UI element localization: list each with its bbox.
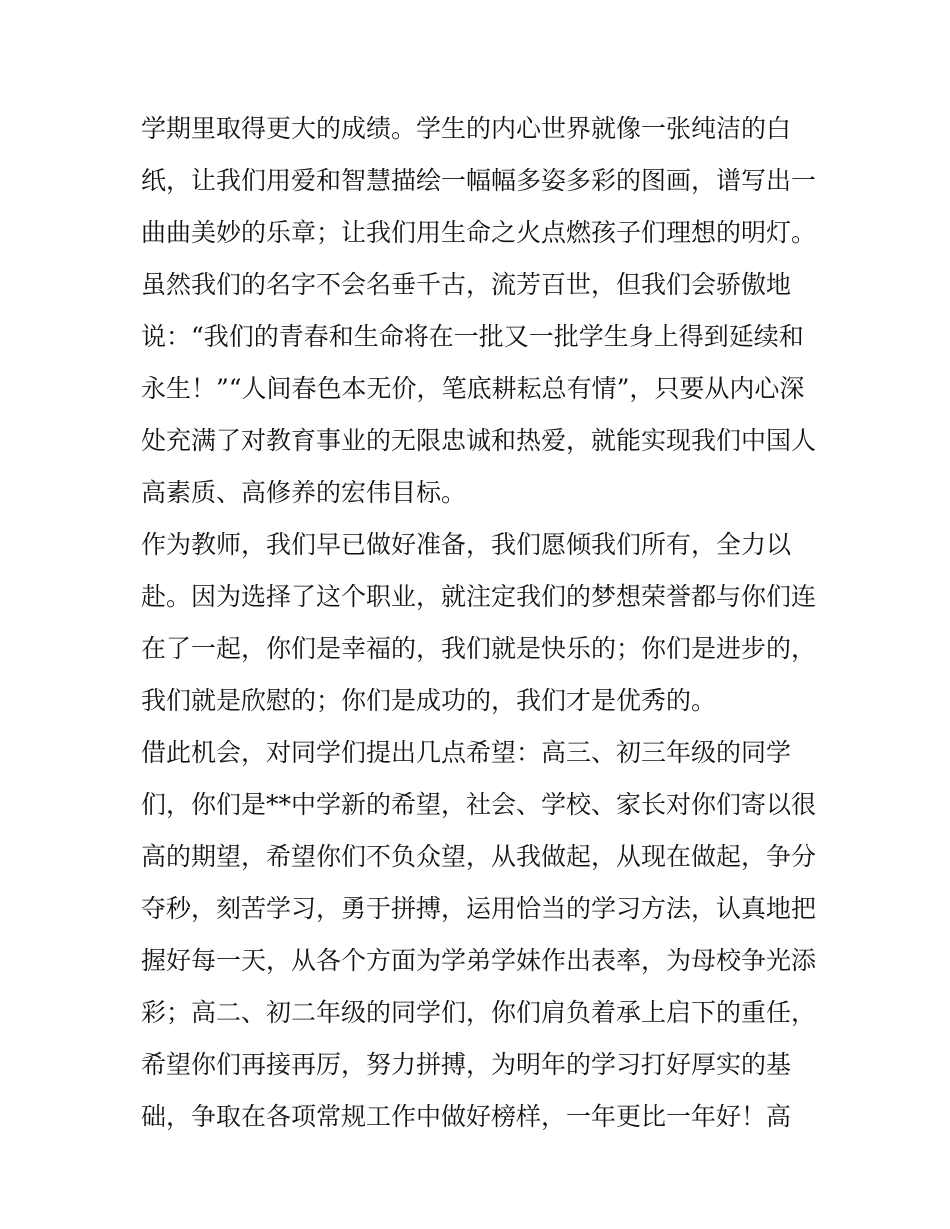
- text-line: 夺秒，刻苦学习，勇于拼搏，运用恰当的学习方法，认真地把: [141, 894, 817, 923]
- text-line: 永生！”“人间春色本无价，笔底耕耘总有情”，只要从内心深: [141, 374, 805, 403]
- text-line: 在了一起，你们是幸福的，我们就是快乐的；你们是进步的，: [141, 634, 817, 663]
- text-line: 我们就是欣慰的；你们是成功的，我们才是优秀的。: [141, 686, 717, 715]
- text-line: 高的期望，希望你们不负众望，从我做起，从现在做起，争分: [141, 842, 817, 871]
- text-line: 借此机会，对同学们提出几点希望：高三、初三年级的同学: [141, 738, 792, 767]
- text-line: 握好每一天，从各个方面为学弟学妹作出表率，为母校争光添: [141, 946, 817, 975]
- text-line: 赴。因为选择了这个职业，就注定我们的梦想荣誉都与你们连: [141, 582, 817, 611]
- text-line: 希望你们再接再厉，努力拼搏，为明年的学习打好厚实的基: [141, 1050, 792, 1079]
- text-line: 说：“我们的青春和生命将在一批又一批学生身上得到延续和: [141, 322, 804, 351]
- text-line: 作为教师，我们早已做好准备，我们愿倾我们所有，全力以: [141, 530, 792, 559]
- text-line: 虽然我们的名字不会名垂千古，流芳百世，但我们会骄傲地: [141, 270, 792, 299]
- text-line: 们，你们是**中学新的希望，社会、学校、家长对你们寄以很: [141, 790, 817, 819]
- text-line: 曲曲美妙的乐章；让我们用生命之火点燃孩子们理想的明灯。: [141, 218, 817, 247]
- text-line: 学期里取得更大的成绩。学生的内心世界就像一张纯洁的白: [141, 114, 792, 143]
- text-line: 础，争取在各项常规工作中做好榜样，一年更比一年好！高: [141, 1102, 792, 1131]
- text-line: 处充满了对教育事业的无限忠诚和热爱，就能实现我们中国人: [141, 426, 817, 455]
- text-line: 彩；高二、初二年级的同学们，你们肩负着承上启下的重任，: [141, 998, 817, 1027]
- body-text: [141, 103, 831, 1143]
- text-line: 纸，让我们用爱和智慧描绘一幅幅多姿多彩的图画，谱写出一: [141, 166, 817, 195]
- text-line: 高素质、高修养的宏伟目标。: [141, 478, 467, 507]
